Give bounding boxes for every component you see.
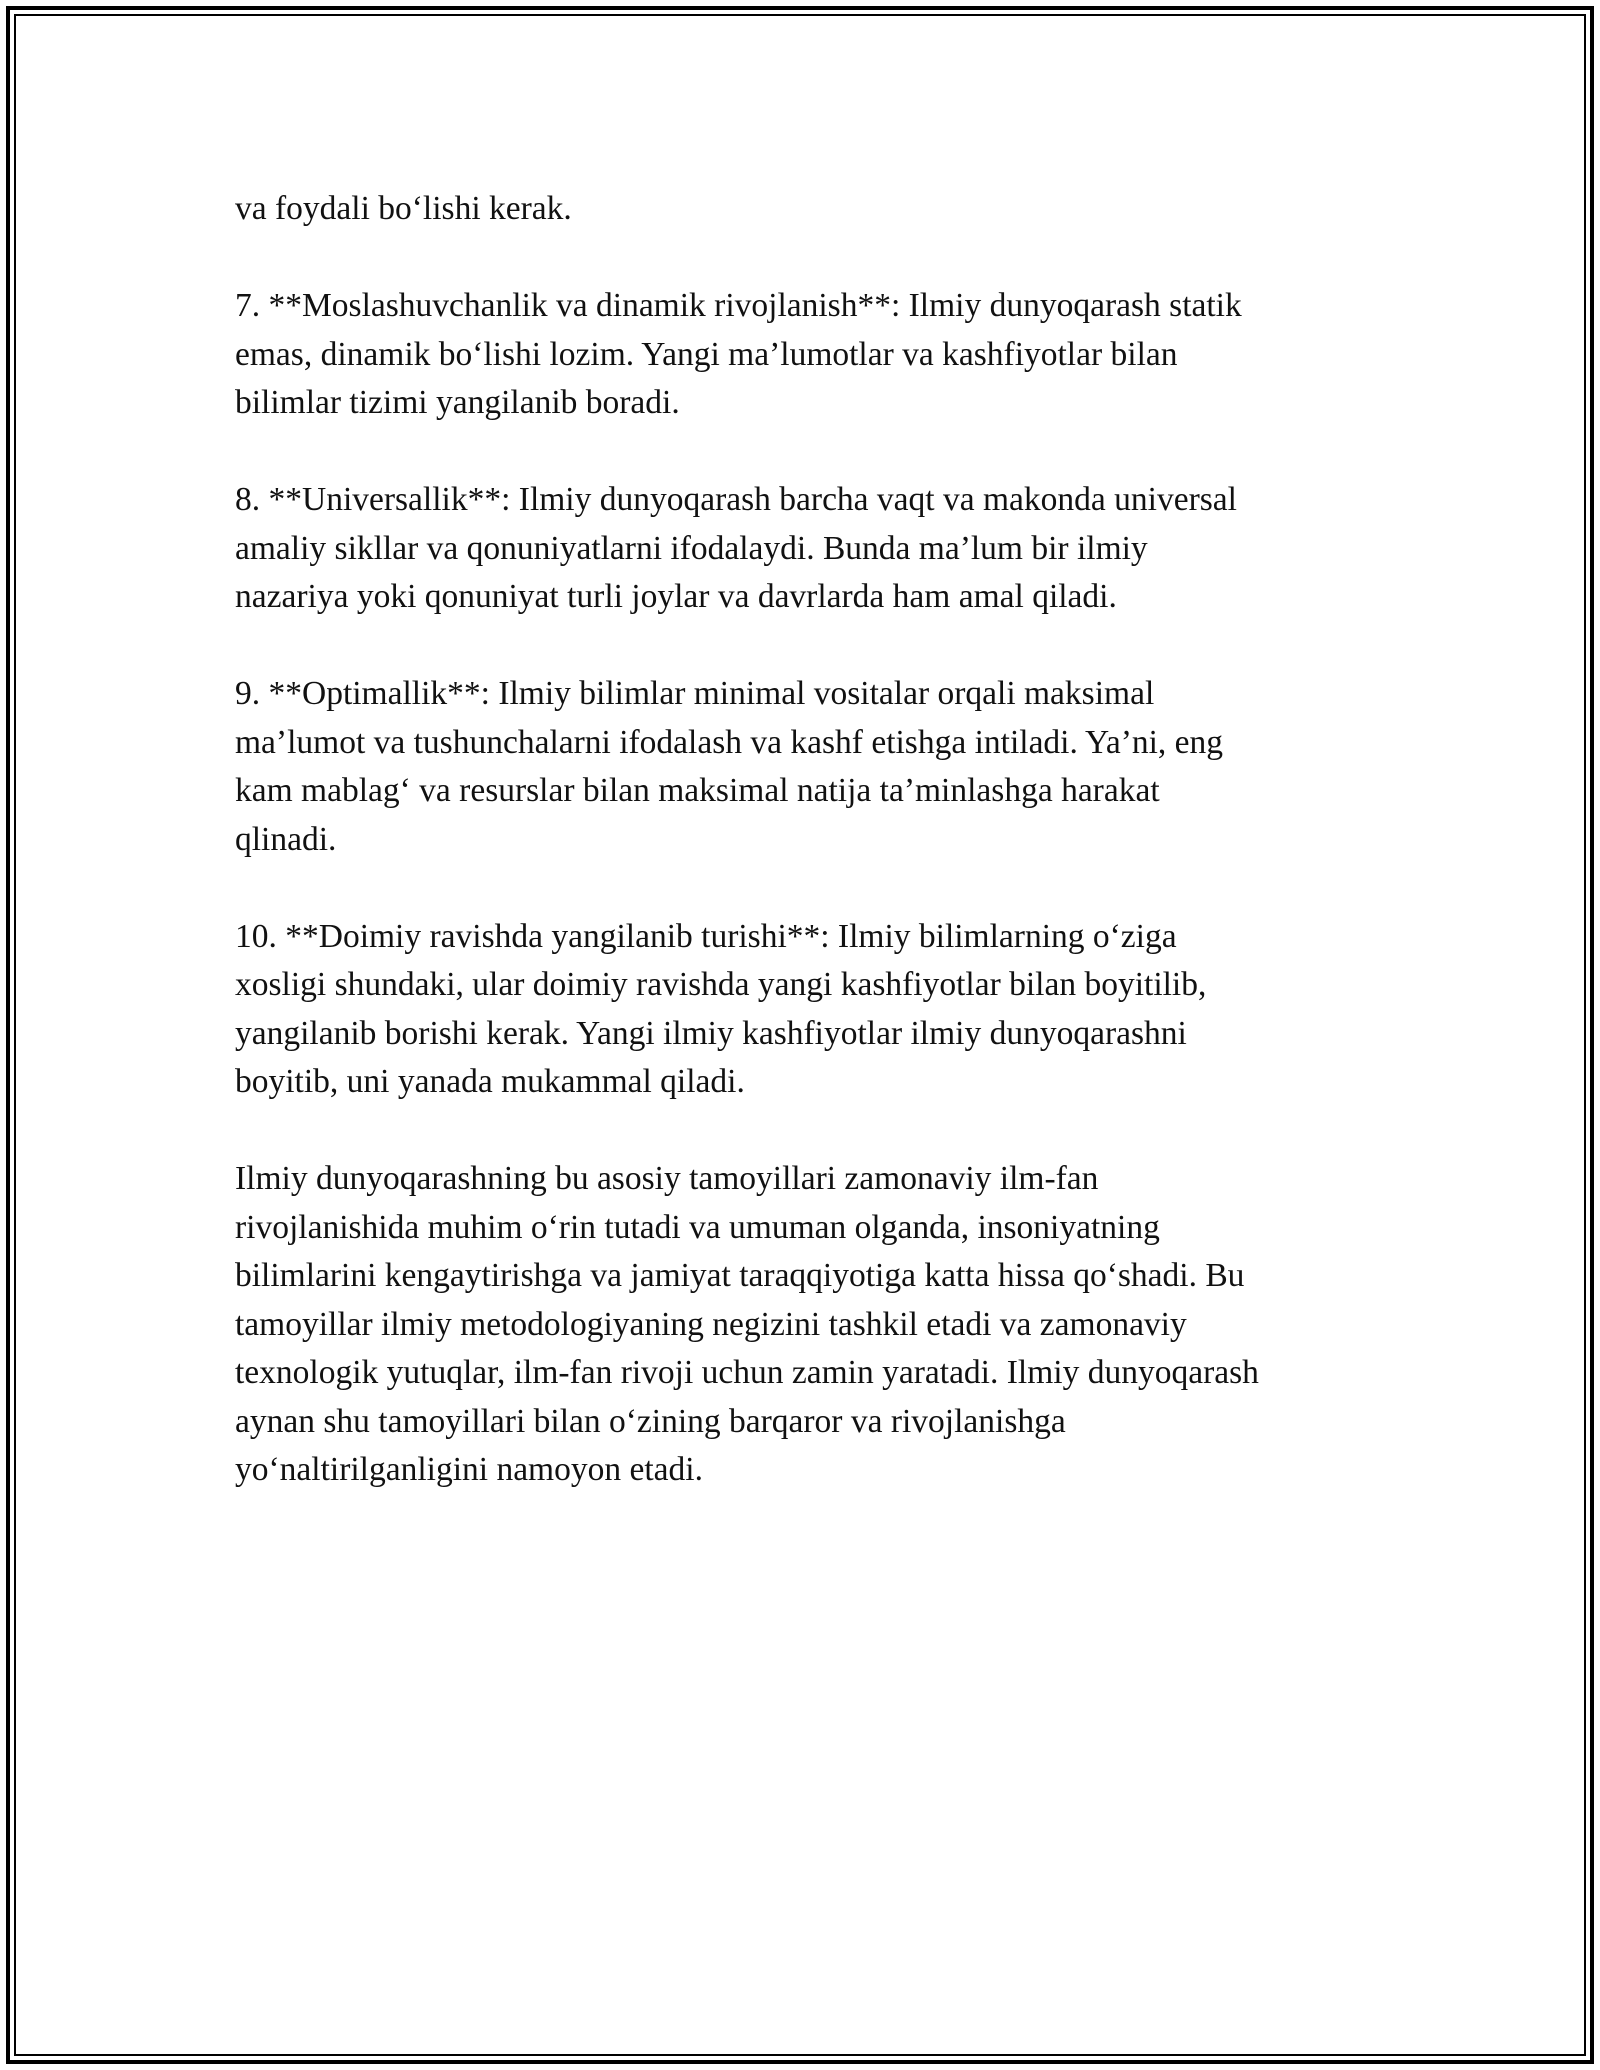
paragraph-item-7: [235, 282, 1375, 428]
text-line: boyitib, uni yanada mukammal qiladi.: [235, 1063, 745, 1100]
text-line: 7. **Moslashuvchanlik va dinamik rivojlanish**: Ilmiy dunyoqarash statik: [235, 287, 1242, 324]
text-line: va foydali bo‘lishi kerak.: [235, 190, 572, 227]
text-line: aynan shu tamoyillari bilan o‘zining barqaror va rivojlanishga: [235, 1402, 1066, 1440]
text-line: nazariya yoki qonuniyat turli joylar va davrlarda ham amal qiladi.: [235, 578, 1117, 615]
text-line: xosligi shundaki, ular doimiy ravishda yangi kashfiyotlar bilan boyitilib,: [235, 966, 1207, 1003]
text-line: ma’lumot va tushunchalarni ifodalash va kashf etishga intiladi. Ya’ni, eng: [235, 723, 1224, 761]
text-line: tamoyillar ilmiy metodologiyaning negizini tashkil etadi va zamonaviy: [235, 1305, 1187, 1343]
text-line: qlinadi.: [235, 820, 337, 858]
text-line: yangilanib borishi kerak. Yangi ilmiy kashfiyotlar ilmiy dunyoqarashni: [235, 1014, 1187, 1052]
text-line: rivojlanishida muhim o‘rin tutadi va umuman olganda, insoniyatning: [235, 1208, 1160, 1246]
paragraph-continuation: [235, 185, 1375, 234]
paragraph-item-9: [235, 670, 1375, 864]
text-line: yo‘naltirilganligini namoyon etadi.: [235, 1451, 703, 1488]
text-line: amaliy sikllar va qonuniyatlarni ifodalaydi. Bunda ma’lum bir ilmiy: [235, 529, 1148, 567]
paragraph-item-8: [235, 476, 1375, 622]
text-line: bilimlarini kengaytirishga va jamiyat taraqqiyotiga katta hissa qo‘shadi. Bu: [235, 1257, 1245, 1294]
text-line: 9. **Optimallik**: Ilmiy bilimlar minimal vositalar orqali maksimal: [235, 675, 1155, 712]
paragraph-conclusion: [235, 1155, 1375, 1495]
text-line: kam mablag‘ va resurslar bilan maksimal natija ta’minlashga harakat: [235, 772, 1160, 809]
document-body: [235, 185, 1375, 1543]
text-line: emas, dinamik bo‘lishi lozim. Yangi ma’lumotlar va kashfiyotlar bilan: [235, 335, 1178, 373]
text-line: Ilmiy dunyoqarashning bu asosiy tamoyillari zamonaviy ilm-fan: [235, 1160, 1099, 1197]
text-line: bilimlar tizimi yangilanib boradi.: [235, 384, 680, 421]
text-line: texnologik yutuqlar, ilm-fan rivoji uchun zamin yaratadi. Ilmiy dunyoqarash: [235, 1354, 1259, 1391]
text-line: 8. **Universallik**: Ilmiy dunyoqarash barcha vaqt va makonda universal: [235, 481, 1237, 518]
text-line: 10. **Doimiy ravishda yangilanib turishi**: Ilmiy bilimlarning o‘ziga: [235, 917, 1177, 955]
paragraph-item-10: [235, 913, 1375, 1107]
